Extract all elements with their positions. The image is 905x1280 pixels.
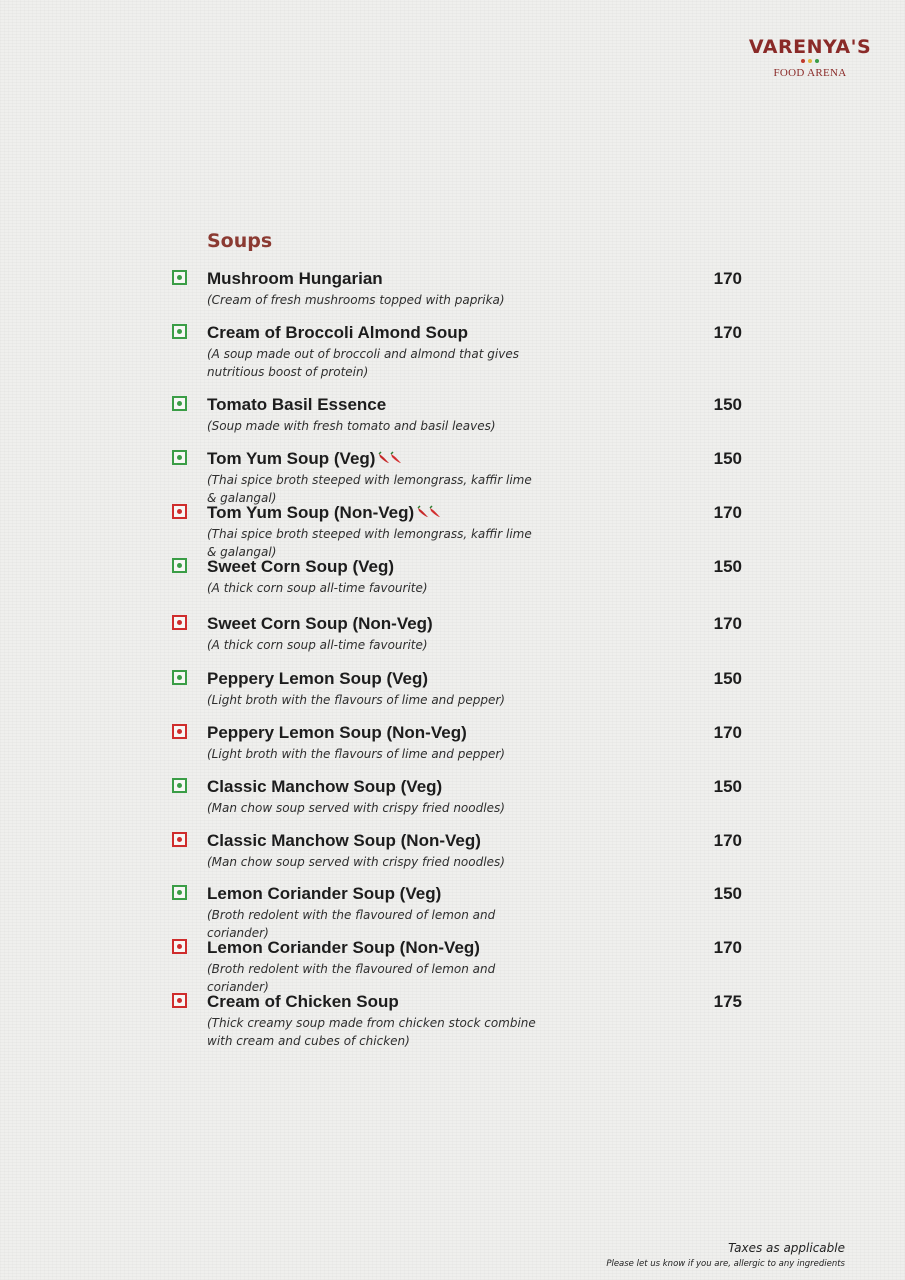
marker-dot [177, 275, 182, 280]
item-name-text: Lemon Coriander Soup (Veg) [207, 884, 442, 903]
marker-dot [177, 783, 182, 788]
item-name-text: Cream of Chicken Soup [207, 992, 399, 1011]
nonveg-marker-icon [172, 939, 187, 954]
item-description: (Thai spice broth steeped with lemongrass, kaffir lime & galangal) [207, 527, 532, 559]
item-description: (Broth redolent with the flavoured of lemon and coriander) [207, 962, 496, 994]
brand-dot [808, 59, 812, 63]
section-title: Soups [207, 230, 273, 252]
item-name-text: Tom Yum Soup (Non-Veg) [207, 503, 415, 522]
item-name-text: Sweet Corn Soup (Veg) [207, 557, 395, 576]
veg-marker-icon [172, 885, 187, 900]
nonveg-marker-icon [172, 724, 187, 739]
item-name-text: Tomato Basil Essence [207, 395, 387, 414]
item-name [207, 614, 433, 633]
item-price: 150 [713, 884, 742, 903]
marker-dot [177, 620, 182, 625]
veg-marker-icon [172, 450, 187, 465]
brand-dot [815, 59, 819, 63]
item-price: 150 [713, 449, 742, 468]
item-price: 170 [713, 503, 742, 522]
chili-icon [377, 450, 405, 469]
item-price: 150 [713, 557, 742, 576]
taxes-note: Taxes as applicable [728, 1241, 845, 1255]
veg-marker-icon [172, 396, 187, 411]
item-name [207, 395, 386, 414]
brand-name: VARENYA'S [748, 36, 872, 58]
item-description: (Light broth with the flavours of lime and pepper) [207, 747, 505, 761]
item-price: 150 [713, 395, 742, 414]
marker-dot [177, 455, 182, 460]
item-name [207, 938, 480, 957]
item-price: 170 [713, 723, 742, 742]
item-description: (Thick creamy soup made from chicken stock combine with cream and cubes of chicken) [207, 1016, 536, 1048]
item-name-text: Mushroom Hungarian [207, 269, 383, 288]
marker-dot [177, 729, 182, 734]
item-description: (A soup made out of broccoli and almond that gives nutritious boost of protein) [207, 347, 519, 379]
item-name [207, 884, 441, 903]
item-price: 150 [713, 669, 742, 688]
marker-dot [177, 998, 182, 1003]
item-name-text: Lemon Coriander Soup (Non-Veg) [207, 938, 480, 957]
veg-marker-icon [172, 270, 187, 285]
item-name-text: Sweet Corn Soup (Non-Veg) [207, 614, 433, 633]
veg-marker-icon [172, 778, 187, 793]
item-name [207, 777, 442, 796]
marker-dot [177, 837, 182, 842]
item-price: 170 [713, 323, 742, 342]
item-name [207, 449, 405, 469]
marker-dot [177, 563, 182, 568]
veg-marker-icon [172, 324, 187, 339]
item-name-text: Classic Manchow Soup (Veg) [207, 777, 443, 796]
item-name [207, 503, 444, 523]
item-name-text: Cream of Broccoli Almond Soup [207, 323, 469, 342]
nonveg-marker-icon [172, 832, 187, 847]
item-description: (A thick corn soup all-time favourite) [207, 581, 428, 595]
item-price: 170 [713, 831, 742, 850]
marker-dot [177, 890, 182, 895]
item-description: (Man chow soup served with crispy fried noodles) [207, 855, 505, 869]
chili-icon [416, 504, 444, 523]
item-name-text: Classic Manchow Soup (Non-Veg) [207, 831, 481, 850]
item-price: 170 [713, 938, 742, 957]
marker-dot [177, 675, 182, 680]
marker-dot [177, 329, 182, 334]
item-description: (Light broth with the flavours of lime and pepper) [207, 693, 505, 707]
item-name-text: Peppery Lemon Soup (Veg) [207, 669, 429, 688]
item-description: (Thai spice broth steeped with lemongrass, kaffir lime & galangal) [207, 473, 532, 505]
veg-marker-icon [172, 670, 187, 685]
nonveg-marker-icon [172, 615, 187, 630]
item-description: (Broth redolent with the flavoured of lemon and coriander) [207, 908, 496, 940]
item-price: 170 [713, 269, 742, 288]
allergy-note: Please let us know if you are, allergic to any ingredients [606, 1259, 845, 1269]
item-name [207, 269, 383, 288]
item-name [207, 723, 467, 742]
item-name [207, 831, 481, 850]
nonveg-marker-icon [172, 993, 187, 1008]
veg-marker-icon [172, 558, 187, 573]
brand-tagline: FOOD ARENA [773, 67, 847, 79]
item-name [207, 992, 399, 1011]
nonveg-marker-icon [172, 504, 187, 519]
item-description: (A thick corn soup all-time favourite) [207, 638, 428, 652]
item-name [207, 669, 428, 688]
brand-logo [748, 36, 872, 79]
item-name-text: Tom Yum Soup (Veg) [207, 449, 376, 468]
item-name [207, 557, 394, 576]
item-description: (Cream of fresh mushrooms topped with paprika) [207, 293, 505, 307]
marker-dot [177, 509, 182, 514]
item-name-text: Peppery Lemon Soup (Non-Veg) [207, 723, 467, 742]
brand-dots [748, 59, 872, 67]
item-price: 175 [713, 992, 742, 1011]
item-name [207, 323, 468, 342]
brand-dot [801, 59, 805, 63]
marker-dot [177, 944, 182, 949]
item-description: (Soup made with fresh tomato and basil leaves) [207, 419, 496, 433]
marker-dot [177, 401, 182, 406]
item-description: (Man chow soup served with crispy fried noodles) [207, 801, 505, 815]
item-price: 150 [713, 777, 742, 796]
item-price: 170 [713, 614, 742, 633]
